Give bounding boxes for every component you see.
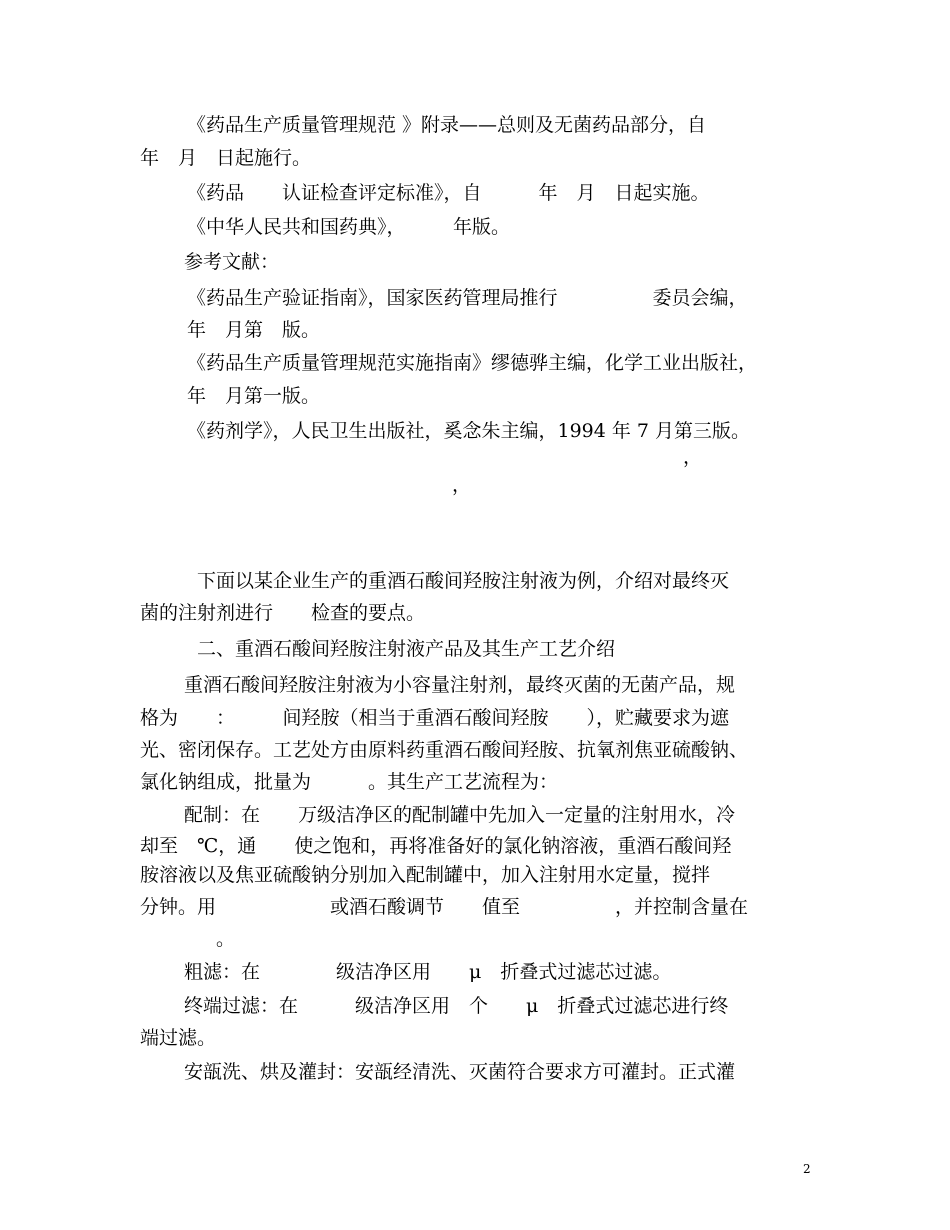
text-line: 年 月第 版。	[187, 319, 321, 341]
text-line: 。	[216, 928, 236, 950]
text-line: 端过滤。	[140, 1027, 217, 1049]
text-line: 《药品 认证检查评定标准》，自 年 月 日起实施。	[187, 182, 710, 204]
text-line: 《中华人民共和国药典》， 年版。	[187, 216, 511, 238]
text-line: 分钟。用 或酒石酸调节 值至 ，并控制含量在	[140, 896, 749, 918]
text-line: 《药品生产质量管理规范实施指南》缪德骅主编，化学工业出版社，	[187, 352, 758, 374]
text-line: 年 月 日起施行。	[140, 147, 312, 169]
text-line: 粗滤：在 级洁净区用 μ 折叠式过滤芯过滤。	[184, 961, 672, 983]
text-line: 安瓿洗、烘及灌封：安瓿经清洗、灭菌符合要求方可灌封。正式灌	[184, 1061, 736, 1083]
text-line: 氯化钠组成，批量为 。其生产工艺流程为：	[140, 771, 559, 793]
text-line: 却至 ℃，通 使之饱和，再将准备好的氯化钠溶液，重酒石酸间羟	[140, 835, 732, 857]
text-line: 配制：在 万级洁净区的配制罐中先加入一定量的注射用水，冷	[184, 804, 736, 826]
text-line: 格为 ： 间羟胺（相当于重酒石酸间羟胺 ），贮藏要求为遮	[140, 707, 730, 729]
text-line: 参考文献：	[184, 251, 280, 273]
text-line: 《药品生产验证指南》，国家医药管理局推行 委员会编，	[187, 287, 748, 309]
text-line: 重酒石酸间羟胺注射液为小容量注射剂，最终灭菌的无菌产品，规	[184, 674, 736, 696]
text-line: 《药品生产质量管理规范 》附录——总则及无菌药品部分，自	[187, 114, 707, 136]
text-line: 胺溶液以及焦亚硫酸钠分别加入配制罐中，加入注射用水定量，搅拌	[140, 864, 711, 886]
text-line: 下面以某企业生产的重酒石酸间羟胺注射液为例，介绍对最终灭	[197, 570, 730, 592]
page-number: 2	[803, 1162, 811, 1176]
text-line: ，	[452, 474, 472, 496]
text-line: ，	[683, 446, 703, 468]
text-line: 《药剂学》，人民卫生出版社，奚念朱主编，1994 年 7 月第三版。	[187, 420, 751, 442]
text-line: 年 月第一版。	[187, 385, 321, 407]
text-line: 菌的注射剂进行 检查的要点。	[140, 602, 426, 624]
text-line: 终端过滤：在 级洁净区用 个 μ 折叠式过滤芯进行终	[184, 995, 729, 1017]
text-line: 光、密闭保存。工艺处方由原料药重酒石酸间羟胺、抗氧剂焦亚硫酸钠、	[140, 739, 749, 761]
section-heading: 二、重酒石酸间羟胺注射液产品及其生产工艺介绍	[197, 638, 616, 660]
